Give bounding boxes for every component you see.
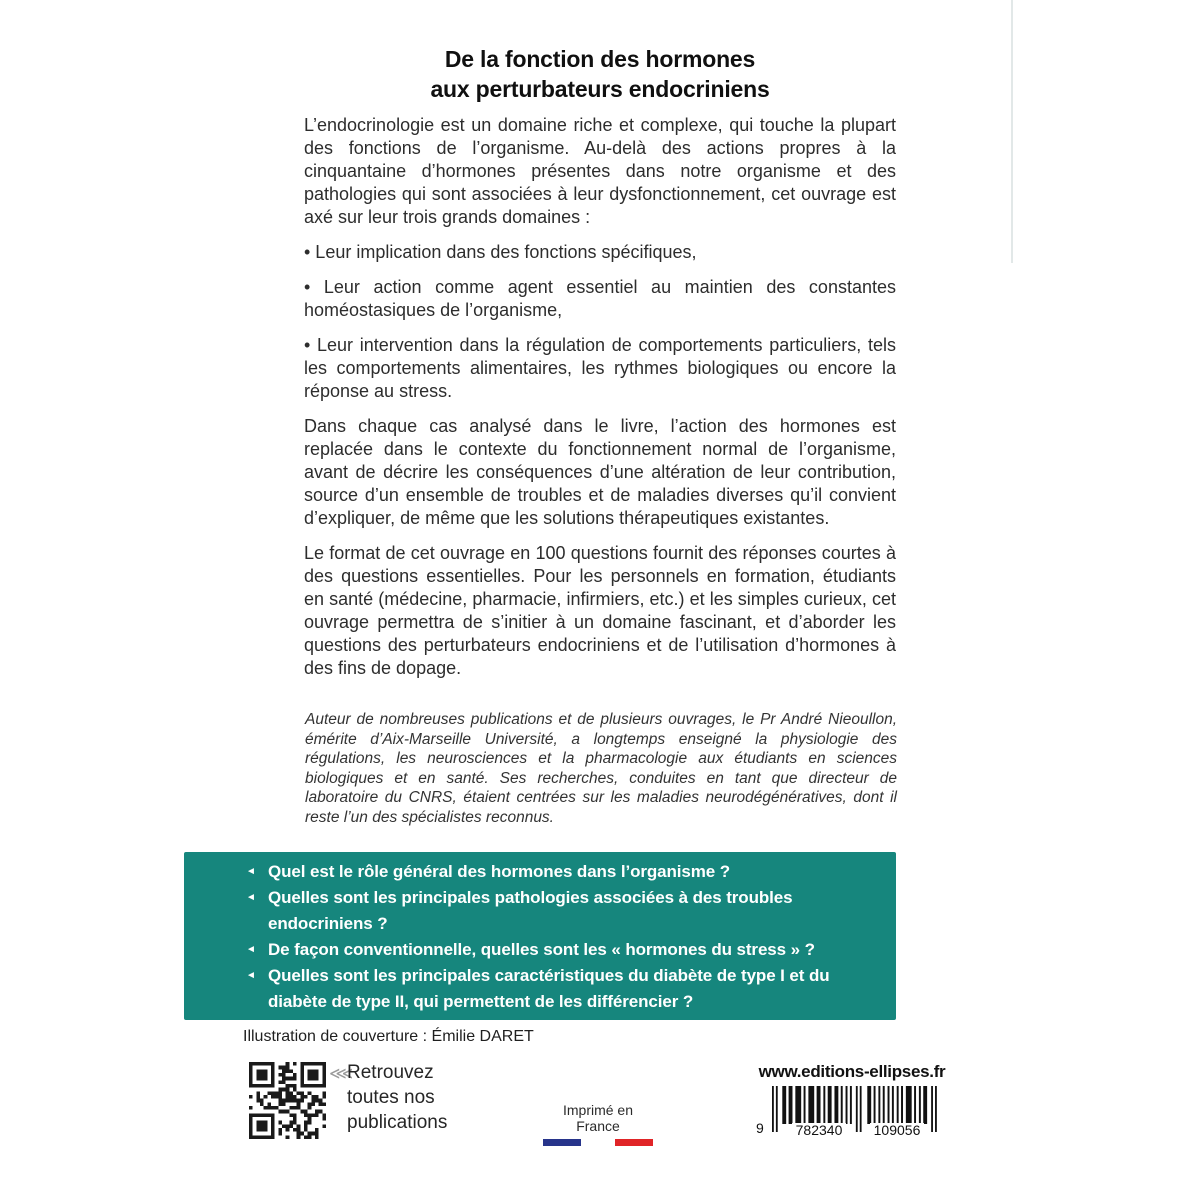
- french-flag-icon: [540, 1139, 656, 1146]
- question-text: Quel est le rôle général des hormones dans l’organisme ?: [268, 862, 731, 881]
- isbn-barcode: [756, 1086, 948, 1136]
- question-item: [246, 937, 872, 963]
- author-bio: [305, 710, 897, 827]
- bullet-implication: • Leur implication dans des fonctions spécifiques,: [304, 242, 697, 262]
- qr-caption-line: Retrouvez: [347, 1062, 434, 1083]
- paragraph-cases: Dans chaque cas analysé dans le livre, l’action des hormones est replacée dans le contexte du fonctionnement normal de l’organisme, avant de décrire les conséquences d’une altération de leur contribution, source d’un ensemble de troubles et de maladies diverses qu’il convient d’expliquer, de même que les solutions thérapeutiques existantes.: [304, 416, 896, 528]
- barcode-group-2: 109056: [870, 1123, 925, 1138]
- author-bio-text: Auteur de nombreuses publications et de plusieurs ouvrages, le Pr André Nieoullon, émérite d’Aix-Marseille Université, a longtemps enseigné la physiologie des régulations, les neurosciences et la pharmacologie aux étudiants en sciences biologiques et en santé. Ses recherches, conduites en tant que directeur de laboratoire du CNRS, étaient centrées sur les maladies neurodégénératives, dont il reste l’un des spécialistes reconnus.: [305, 711, 897, 826]
- printed-in-france: [540, 1102, 656, 1146]
- question-text: Quelles sont les principales caractéristiques du diabète de type I et du diabète de type II, qui permettent de les différencier ?: [268, 966, 830, 1011]
- qr-caption: [347, 1060, 547, 1135]
- paragraph-intro: L’endocrinologie est un domaine riche et complexe, qui touche la plupart des fonctions de l’organisme. Au-delà des actions propres à la cinquantaine d’hormones présentes dans notre organisme et des pathologies qui sont associées à leur dysfonctionnement, cet ouvrage est axé sur leur trois grands domaines :: [304, 115, 896, 227]
- question-item: [246, 963, 872, 1015]
- left-arrow-icon: [246, 859, 268, 885]
- qr-code-icon: [249, 1062, 326, 1139]
- flag-blue-bar: [543, 1139, 581, 1146]
- question-item: [246, 885, 872, 937]
- barcode-lead-digit: 9: [756, 1120, 764, 1136]
- paragraph-format: Le format de cet ouvrage en 100 questions fournit des réponses courtes à des questions essentielles. Pour les personnels en formation, étudiants en santé (médecine, pharmacie, infirmiers, etc.) et les simples curieux, cet ouvrage permettra de s’initier à un domaine fascinant, et d’aborder les questions des perturbateurs endocriniens et de l’utilisation d’hormones à des fins de dopage.: [304, 543, 896, 678]
- left-arrow-icon: [246, 885, 268, 911]
- question-text: De façon conventionnelle, quelles sont les « hormones du stress » ?: [268, 940, 815, 959]
- questions-box: [184, 852, 896, 1020]
- question-item: [246, 859, 872, 885]
- title-line-2: aux perturbateurs endocriniens: [430, 76, 770, 102]
- left-arrow-icon: [246, 963, 268, 989]
- title-block: [0, 44, 1200, 104]
- page-edge-shadow: [1011, 0, 1013, 263]
- printed-in-france-label: Imprimé en France: [562, 1102, 634, 1134]
- bullet-intervention: • Leur intervention dans la régulation de comportements particuliers, tels les comportements alimentaires, les rythmes biologiques ou encore la réponse au stress.: [304, 335, 896, 401]
- barcode-digits: [780, 1123, 936, 1138]
- page-title: [0, 44, 1200, 104]
- publisher-website: www.editions-ellipses.fr: [758, 1062, 946, 1081]
- barcode-group-1: 782340: [792, 1123, 847, 1138]
- flag-red-bar: [615, 1139, 653, 1146]
- bullet-action: • Leur action comme agent essentiel au maintien des constantes homéostasiques de l’organisme,: [304, 277, 896, 320]
- question-text: Quelles sont les principales pathologies associées à des troubles endocriniens ?: [268, 888, 793, 933]
- left-arrow-icon: [246, 937, 268, 963]
- qr-caption-line: toutes nos: [347, 1087, 435, 1108]
- synopsis-text: [304, 114, 896, 692]
- title-line-1: De la fonction des hormones: [444, 46, 756, 72]
- qr-caption-line: publications: [347, 1112, 448, 1133]
- illustration-credit: Illustration de couverture : Émilie DARET: [243, 1028, 534, 1045]
